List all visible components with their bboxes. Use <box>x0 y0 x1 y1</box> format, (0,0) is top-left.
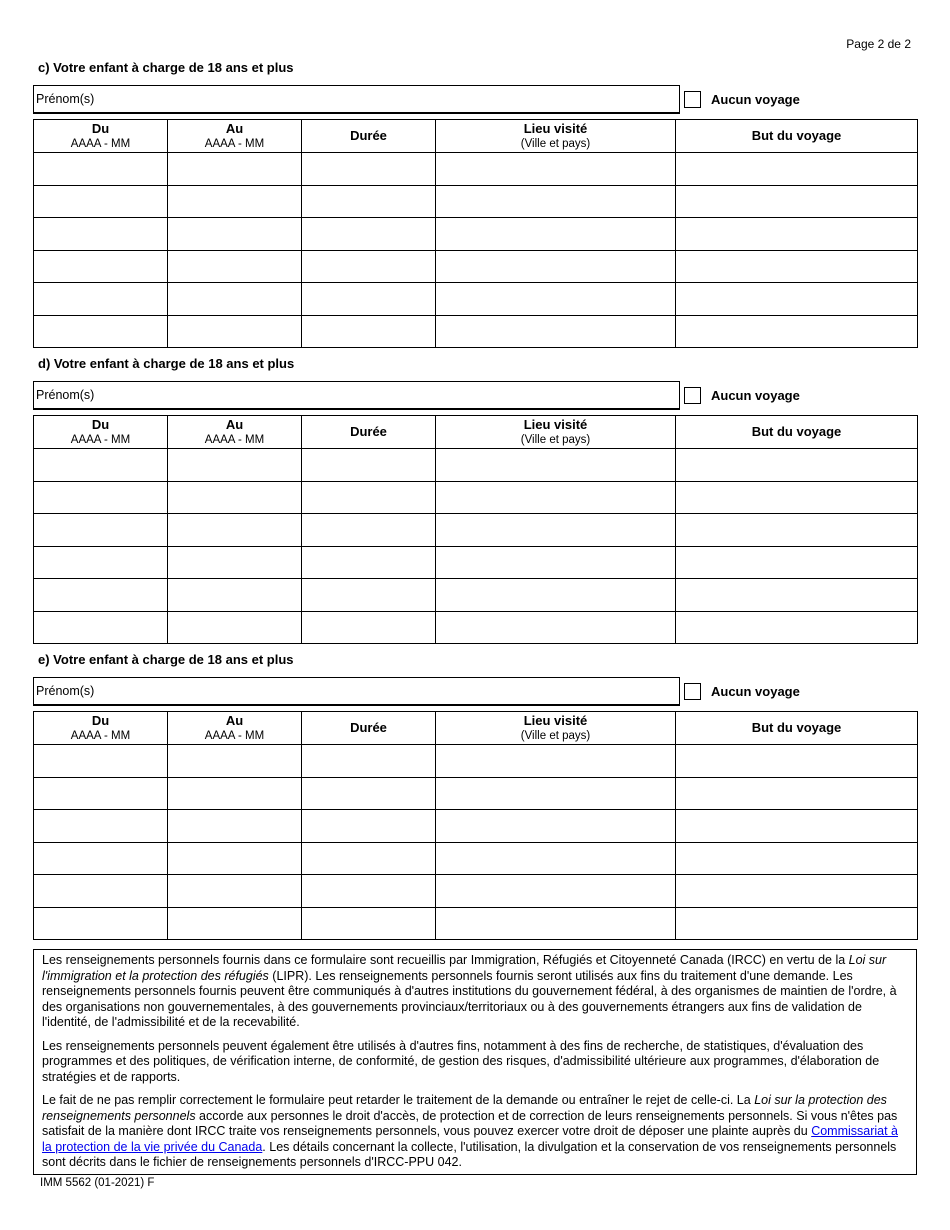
table-cell-input[interactable] <box>302 810 436 843</box>
table-cell-input[interactable] <box>436 842 676 875</box>
table-row <box>34 481 918 514</box>
table-cell-input[interactable] <box>436 907 676 940</box>
table-cell-input[interactable] <box>676 481 918 514</box>
table-cell-input[interactable] <box>168 875 302 908</box>
page-number: Page 2 de 2 <box>846 37 911 51</box>
table-row <box>34 810 918 843</box>
table-cell-input[interactable] <box>302 283 436 316</box>
table-cell-input[interactable] <box>676 579 918 612</box>
table-cell-input[interactable] <box>34 907 168 940</box>
no-travel-label: Aucun voyage <box>711 91 800 107</box>
notice-paragraph-2: Les renseignements personnels peuvent également être utilisés à d'autres fins, notamment à des fins de recherche, de statistiques, d'évaluation des programmes et des politiques, de vérification interne, de conformité, de gestion des risques, d'admissibilité ultérieure aux programmes, d'élaboration de stratégies et de rapports. <box>42 1038 880 1084</box>
table-cell-input[interactable] <box>302 481 436 514</box>
table-cell-input[interactable] <box>34 611 168 644</box>
table-cell-input[interactable] <box>302 250 436 283</box>
first-name-field[interactable]: Prénom(s) <box>33 381 680 410</box>
table-cell-input[interactable] <box>436 875 676 908</box>
first-name-field[interactable]: Prénom(s) <box>33 85 680 114</box>
table-row <box>34 153 918 186</box>
table-cell-input[interactable] <box>302 611 436 644</box>
table-cell-input[interactable] <box>34 546 168 579</box>
table-cell-input[interactable] <box>302 842 436 875</box>
table-cell-input[interactable] <box>168 250 302 283</box>
table-cell-input[interactable] <box>34 185 168 218</box>
privacy-notice <box>33 949 917 1175</box>
table-cell-input[interactable] <box>168 842 302 875</box>
table-cell-input[interactable] <box>436 250 676 283</box>
col-to: Au AAAA - MM <box>168 120 302 153</box>
section-title: d) Votre enfant à charge de 18 ans et plus <box>38 356 295 371</box>
section-c <box>33 59 917 348</box>
table-row <box>34 514 918 547</box>
table-cell-input[interactable] <box>302 153 436 186</box>
notice-paragraph-3: Le fait de ne pas remplir correctement le formulaire peut retarder le traitement de la demande ou entraîner le rejet de celle-ci. La Loi sur la protection des renseignements personnels accorde aux personnes le droit d'accès, de protection et de correction de leurs renseignements personnels. Si vous n'êtes pas satisfait de la manière dont IRCC traite vos renseignements personnels, vous pouvez exercer votre droit de déposer une plainte auprès du Commissariat à la protection de la vie privée du Canada. Les détails concernant la collecte, l'utilisation, la divulgation et la conservation de vos renseignements personnels sont décrits dans le fichier de renseignements personnels d'IRCC-PPU 042. <box>42 1093 899 1169</box>
table-cell-input[interactable] <box>34 449 168 482</box>
table-row <box>34 907 918 940</box>
col-to: Au AAAA - MM <box>168 712 302 745</box>
table-cell-input[interactable] <box>676 546 918 579</box>
table-cell-input[interactable] <box>34 579 168 612</box>
col-purpose: But du voyage <box>676 712 918 745</box>
notice-paragraph-1: Les renseignements personnels fournis dans ce formulaire sont recueillis par Immigration, Réfugiés et Citoyenneté Canada (IRCC) en vertu de la Loi sur l'immigration et la protection des réfugiés (LIPR). Les renseignements personnels fournis seront utilisés aux fins du traitement d'une demande. Les renseignements personnels fournis peuvent être communiqués à d'autres institutions du gouvernement fédéral, à des organismes de maintien de l'ordre, à des organisations non gouvernementales, à des gouvernements provinciaux/territoriaux ou à des gouvernements étrangers aux fins de validation de l'identité, de l'admissibilité et de la recevabilité. <box>42 953 897 1029</box>
table-cell-input[interactable] <box>302 185 436 218</box>
table-cell-input[interactable] <box>168 546 302 579</box>
form-code: IMM 5562 (01-2021) F <box>40 1177 155 1189</box>
table-cell-input[interactable] <box>302 777 436 810</box>
table-cell-input[interactable] <box>302 514 436 547</box>
table-row <box>34 218 918 251</box>
table-cell-input[interactable] <box>302 546 436 579</box>
table-cell-input[interactable] <box>34 250 168 283</box>
table-cell-input[interactable] <box>168 777 302 810</box>
table-row <box>34 611 918 644</box>
col-from: Du AAAA - MM <box>34 120 168 153</box>
table-row <box>34 315 918 348</box>
table-cell-input[interactable] <box>436 153 676 186</box>
table-cell-input[interactable] <box>302 745 436 778</box>
first-name-field[interactable]: Prénom(s) <box>33 677 680 706</box>
table-row <box>34 777 918 810</box>
table-row <box>34 283 918 316</box>
travel-table <box>33 119 918 348</box>
table-cell-input[interactable] <box>302 579 436 612</box>
table-cell-input[interactable] <box>676 514 918 547</box>
table-row <box>34 842 918 875</box>
table-cell-input[interactable] <box>302 875 436 908</box>
col-duration: Durée <box>302 712 436 745</box>
table-cell-input[interactable] <box>436 283 676 316</box>
col-place: Lieu visité (Ville et pays) <box>436 416 676 449</box>
table-cell-input[interactable] <box>34 842 168 875</box>
table-cell-input[interactable] <box>436 449 676 482</box>
table-cell-input[interactable] <box>676 777 918 810</box>
table-cell-input[interactable] <box>168 315 302 348</box>
col-duration: Durée <box>302 416 436 449</box>
table-row <box>34 546 918 579</box>
table-cell-input[interactable] <box>302 449 436 482</box>
table-cell-input[interactable] <box>676 185 918 218</box>
table-cell-input[interactable] <box>676 611 918 644</box>
table-cell-input[interactable] <box>34 315 168 348</box>
table-cell-input[interactable] <box>436 810 676 843</box>
table-cell-input[interactable] <box>676 283 918 316</box>
table-cell-input[interactable] <box>436 611 676 644</box>
table-cell-input[interactable] <box>676 449 918 482</box>
table-row <box>34 250 918 283</box>
table-cell-input[interactable] <box>168 185 302 218</box>
table-cell-input[interactable] <box>436 514 676 547</box>
section-title: e) Votre enfant à charge de 18 ans et plus <box>38 652 294 667</box>
table-cell-input[interactable] <box>676 875 918 908</box>
table-cell-input[interactable] <box>436 218 676 251</box>
table-cell-input[interactable] <box>302 907 436 940</box>
table-cell-input[interactable] <box>168 283 302 316</box>
table-cell-input[interactable] <box>436 777 676 810</box>
table-cell-input[interactable] <box>34 875 168 908</box>
table-cell-input[interactable] <box>676 745 918 778</box>
col-from: Du AAAA - MM <box>34 712 168 745</box>
table-cell-input[interactable] <box>168 810 302 843</box>
table-cell-input[interactable] <box>436 745 676 778</box>
table-cell-input[interactable] <box>34 283 168 316</box>
table-row <box>34 875 918 908</box>
table-cell-input[interactable] <box>436 579 676 612</box>
col-from: Du AAAA - MM <box>34 416 168 449</box>
table-cell-input[interactable] <box>168 218 302 251</box>
col-purpose: But du voyage <box>676 120 918 153</box>
no-travel-label: Aucun voyage <box>711 683 800 699</box>
table-cell-input[interactable] <box>168 611 302 644</box>
section-e <box>33 651 917 940</box>
table-cell-input[interactable] <box>34 810 168 843</box>
no-travel-checkbox[interactable] <box>684 91 701 108</box>
table-cell-input[interactable] <box>676 153 918 186</box>
table-cell-input[interactable] <box>34 153 168 186</box>
table-cell-input[interactable] <box>436 481 676 514</box>
table-row <box>34 185 918 218</box>
table-cell-input[interactable] <box>168 907 302 940</box>
table-cell-input[interactable] <box>676 218 918 251</box>
privacy-commissioner-link[interactable]: Commissariat à la protection de la vie privée du Canada <box>42 1124 899 1154</box>
no-travel-checkbox[interactable] <box>684 387 701 404</box>
col-purpose: But du voyage <box>676 416 918 449</box>
travel-table <box>33 415 918 644</box>
travel-table <box>33 711 918 940</box>
table-cell-input[interactable] <box>676 907 918 940</box>
table-cell-input[interactable] <box>302 315 436 348</box>
table-cell-input[interactable] <box>168 745 302 778</box>
col-duration: Durée <box>302 120 436 153</box>
table-cell-input[interactable] <box>676 810 918 843</box>
table-cell-input[interactable] <box>302 218 436 251</box>
section-d <box>33 355 917 644</box>
table-row <box>34 449 918 482</box>
table-cell-input[interactable] <box>34 777 168 810</box>
table-cell-input[interactable] <box>34 218 168 251</box>
table-cell-input[interactable] <box>168 449 302 482</box>
no-travel-label: Aucun voyage <box>711 387 800 403</box>
col-place: Lieu visité (Ville et pays) <box>436 120 676 153</box>
table-cell-input[interactable] <box>168 579 302 612</box>
table-cell-input[interactable] <box>676 842 918 875</box>
table-row <box>34 745 918 778</box>
col-place: Lieu visité (Ville et pays) <box>436 712 676 745</box>
table-cell-input[interactable] <box>436 185 676 218</box>
table-cell-input[interactable] <box>436 315 676 348</box>
table-row <box>34 579 918 612</box>
table-cell-input[interactable] <box>34 514 168 547</box>
col-to: Au AAAA - MM <box>168 416 302 449</box>
table-cell-input[interactable] <box>676 315 918 348</box>
table-cell-input[interactable] <box>168 481 302 514</box>
table-cell-input[interactable] <box>436 546 676 579</box>
section-title: c) Votre enfant à charge de 18 ans et plus <box>38 60 294 75</box>
table-cell-input[interactable] <box>34 481 168 514</box>
table-cell-input[interactable] <box>34 745 168 778</box>
no-travel-checkbox[interactable] <box>684 683 701 700</box>
table-cell-input[interactable] <box>168 514 302 547</box>
table-cell-input[interactable] <box>676 250 918 283</box>
table-cell-input[interactable] <box>168 153 302 186</box>
